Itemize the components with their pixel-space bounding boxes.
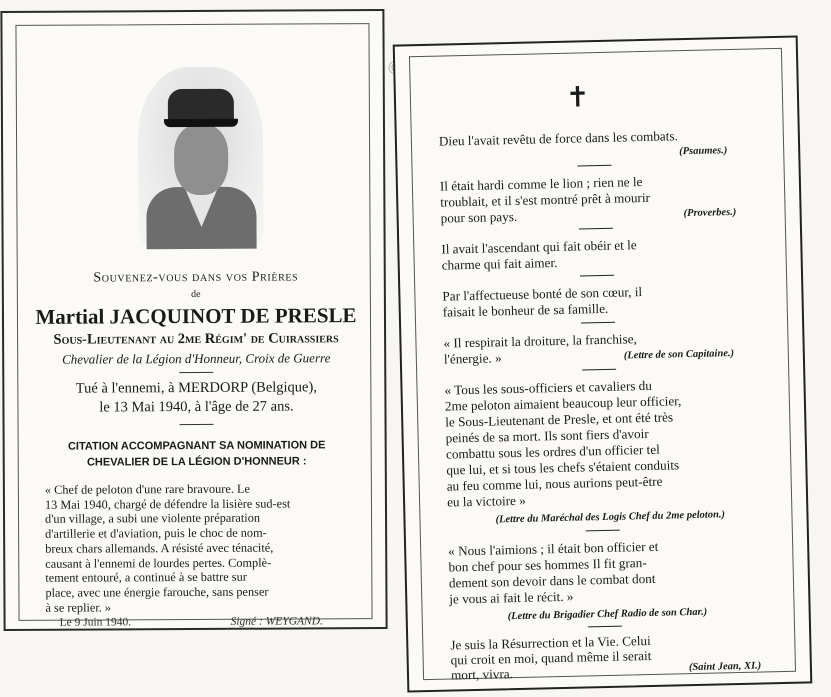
portrait-photo — [138, 67, 264, 248]
citation-line: 13 Mai 1940, chargé de défendre la lisière sud-est — [44, 496, 291, 512]
passage-line: peinés de sa mort. Ils sont fiers d'avoir — [445, 425, 649, 446]
passage-line: l'énergie. » — [443, 350, 502, 367]
passage-line: Il avait l'ascendant qui fait obéir et le — [441, 237, 637, 257]
citation-line: « Chef de peloton d'une rare bravoure. Le — [44, 481, 250, 497]
passage-line: qui croit en moi, quand même il serait — [450, 647, 652, 668]
citation-line: breux chars allemands. A résisté avec ténacité, — [45, 540, 274, 556]
citation-heading-2: CHEVALIER DE LA LÉGION D'HONNEUR : — [86, 455, 307, 469]
passage-source: (Saint Jean, XI.) — [688, 660, 762, 674]
prayer-line: Souvenez-vous dans vos Prières — [93, 269, 299, 286]
passage-line: faisait le bonheur de sa famille. — [442, 300, 609, 320]
passage-line: troublait, et il s'est montré prêt à mourir — [440, 189, 651, 210]
passage-line: 2me peloton aimaient beaucoup leur officier, — [444, 393, 682, 414]
passage-line: Par l'affectueuse bonté de son cœur, il — [442, 284, 643, 304]
passage-source: (Proverbes.) — [683, 206, 737, 220]
citation-line: place, avec une énergie farouche, sans penser — [45, 584, 269, 600]
passage-line: « Nous l'aimions ; il était bon officier et — [448, 538, 659, 559]
citation-text — [45, 481, 341, 615]
citation-line: d'un village, a subi une violente préparation — [45, 511, 261, 527]
passage-line: Je suis la Résurrection et la Vie. Celui — [450, 632, 651, 653]
passage-line: combattu sous les ordres d'un officier tel — [445, 441, 660, 462]
divider — [179, 372, 213, 373]
passage-line: que lui, et si tous les chefs s'étaient conduits — [446, 457, 680, 478]
cross-icon: ✝ — [565, 80, 590, 114]
citation-line: tement entouré, a continué à se battre sur — [45, 569, 247, 586]
death-line-2: le 13 Mai 1940, à l'âge de 27 ans. — [99, 398, 294, 416]
death-line-1: Tué à l'ennemi, à MERDORP (Belgique), — [75, 379, 317, 397]
passage-line: mort, vivra. — [450, 666, 514, 683]
passage-line: Dieu l'avait revêtu de force dans les combats. — [438, 128, 678, 149]
citation-line: à se replier. » — [45, 600, 112, 615]
citation-line: causant à l'ennemi de lourdes pertes. Complè- — [45, 555, 272, 571]
passage-line: pour son pays. — [440, 208, 518, 226]
passage-line: « Il respirait la droiture, la franchise, — [443, 331, 637, 351]
deceased-name: Martial JACQUINOT DE PRESLE — [35, 303, 357, 329]
passage-line: dement son devoir dans le combat dont — [448, 570, 656, 591]
passage-line: eu la victoire » — [446, 492, 526, 510]
signature: Signé : WEYGAND. — [230, 615, 323, 628]
passage-line: charme qui fait aimer. — [441, 254, 558, 273]
honours-line: Chevalier de la Légion d'Honneur, Croix de Guerre — [62, 350, 331, 367]
passage-line: au feu comme lui, nous aurions peut-être — [446, 473, 663, 494]
memorial-card-left — [0, 9, 387, 631]
signature-date: Le 9 Juin 1940. — [59, 616, 132, 629]
passage-line: bon chef pour ses hommes Il fit gran- — [448, 555, 647, 575]
passage-source: (Lettre du Maréchal des Logis Chef du 2me peloton.) — [495, 509, 726, 526]
citation-line: d'artillerie et d'aviation, puis le choc de nom- — [45, 525, 267, 541]
passage-source: (Psaumes.) — [679, 145, 728, 158]
de-line: de — [191, 288, 201, 301]
passage-source: (Lettre de son Capitaine.) — [623, 348, 735, 362]
passage-line: le Sous-Lieutenant de Presle, et ont été très — [445, 409, 674, 430]
divider — [180, 424, 214, 425]
passage-source: (Lettre du Brigadier Chef Radio de son Char.) — [507, 606, 708, 623]
citation-heading-1: CITATION ACCOMPAGNANT SA NOMINATION DE — [67, 439, 326, 453]
memorial-card-right — [393, 35, 813, 692]
rank-line: Sous-Lieutenant au 2me Régim' de Cuirassiers — [53, 330, 339, 348]
passage-line: Il était hardi comme le lion ; rien ne le — [439, 174, 643, 194]
passage-line: « Tous les sous-officiers et cavaliers du — [444, 377, 653, 398]
passage-line: je vous ai fait le récit. » — [449, 588, 574, 607]
